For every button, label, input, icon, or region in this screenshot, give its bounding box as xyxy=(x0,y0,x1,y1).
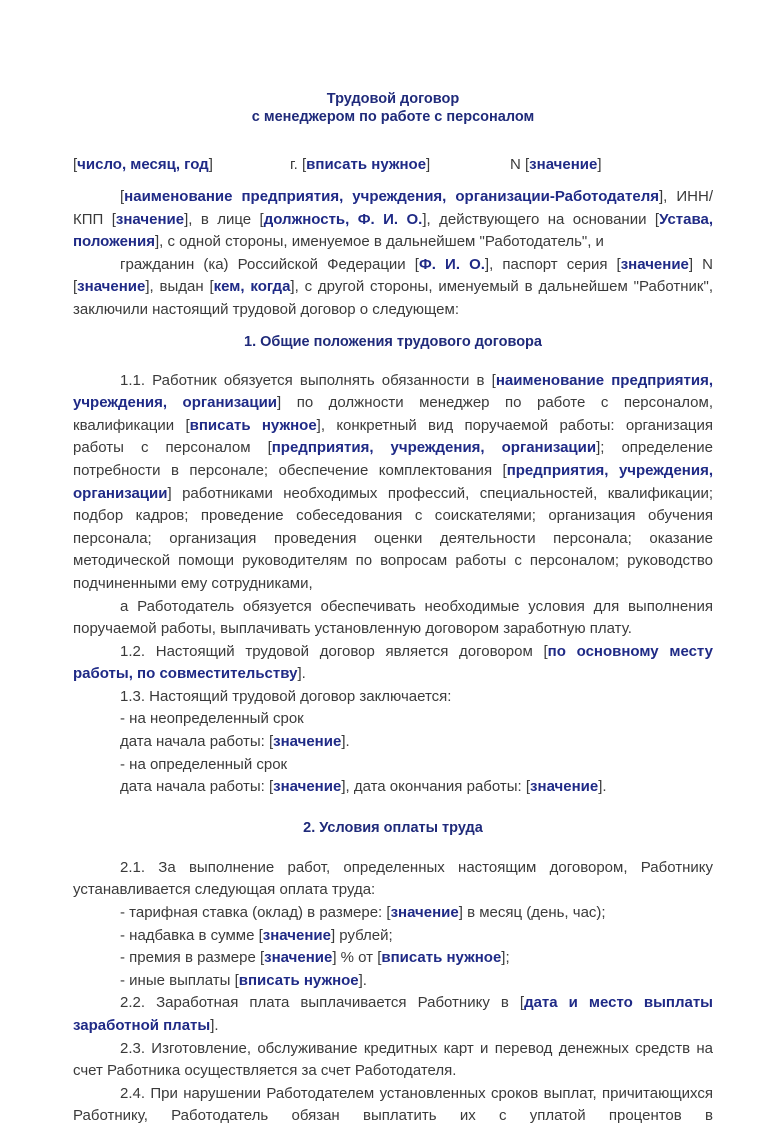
text-segment: [ xyxy=(120,188,125,205)
text-segment: ], конкретный вид поручаемой работы: организация работы с персоналом [ xyxy=(73,416,714,457)
date-field xyxy=(73,154,213,176)
placeholder-field: наименование предприятия, учреждения, организации-Работодателя xyxy=(124,188,659,205)
city-field xyxy=(290,154,430,176)
placeholder-field: значение xyxy=(115,210,185,228)
placeholder-field: дата и место выплаты заработной платы xyxy=(73,994,713,1034)
placeholder-field: значение xyxy=(273,733,342,751)
text-segment: ], паспорт серия [ xyxy=(484,255,621,273)
text-segment: - иные выплаты [ xyxy=(120,971,239,989)
placeholder-field: значение xyxy=(530,778,599,796)
text-segment: дата начала работы: [ xyxy=(120,733,274,751)
text-segment: г. [ xyxy=(290,156,307,173)
text-segment: ] xyxy=(597,156,602,173)
text-segment: - надбавка в сумме [ xyxy=(120,926,263,944)
text-segment: N [ xyxy=(510,156,530,173)
placeholder-field: вписать нужное xyxy=(189,416,317,434)
paragraph xyxy=(73,686,713,709)
text-segment: 2.1. За выполнение работ, определенных настоящим договором, Работнику устанавливается следующая оплата труда: xyxy=(73,858,713,899)
paragraph xyxy=(73,1083,713,1128)
paragraph xyxy=(73,992,713,1037)
paragraph xyxy=(73,902,713,925)
paragraph xyxy=(73,925,713,948)
text-segment: дата начала работы: [ xyxy=(120,778,274,796)
text-segment: ], дата окончания работы: [ xyxy=(341,778,531,796)
text-segment: 2.3. Изготовление, обслуживание кредитных карт и перевод денежных средств на счет Работника осуществляется за счет Работодателя. xyxy=(73,1039,713,1080)
text-segment: - премия в размере [ xyxy=(120,949,265,967)
text-segment: 1.2. Настоящий трудовой договор является договором [ xyxy=(120,642,548,660)
text-segment: ] в месяц (день, час); xyxy=(458,904,606,922)
placeholder-field: значение xyxy=(262,926,331,944)
text-segment: а Работодатель обязуется обеспечивать необходимые условия для выполнения поручаемой работы, выплачивать установленную договором заработную плату. xyxy=(73,597,713,638)
placeholder-field: значение xyxy=(77,278,146,296)
text-segment: 1.1. Работник обязуется выполнять обязанности в [ xyxy=(120,371,496,389)
text-segment: - на неопределенный срок xyxy=(120,710,304,728)
placeholder-field: значение xyxy=(264,949,333,967)
text-segment: ]. xyxy=(358,971,367,989)
paragraph xyxy=(73,1038,713,1083)
number-field xyxy=(510,154,602,176)
date-place-number-line xyxy=(73,154,713,176)
placeholder-field: вписать нужное xyxy=(238,971,359,989)
placeholder-field: значение xyxy=(529,156,598,173)
placeholder-field: должность, Ф. И. О. xyxy=(263,210,423,228)
text-segment: ]; определение потребности в персонале; обеспечение комплектования [ xyxy=(73,439,713,479)
paragraph xyxy=(73,708,713,731)
placeholder-field: предприятия, учреждения, организации xyxy=(271,439,597,457)
text-segment: ], ИНН/КПП [ xyxy=(73,188,713,228)
text-segment: ]; xyxy=(501,949,510,967)
text-segment: ]. xyxy=(341,733,350,751)
paragraph xyxy=(73,254,713,322)
section-2-heading: 2. Условия оплаты труда xyxy=(303,819,483,836)
text-segment: ] по должности менеджер по работе с персоналом, квалификации [ xyxy=(73,394,714,434)
placeholder-field: Устава, положения xyxy=(73,210,714,251)
text-segment: 2.2. Заработная плата выплачивается Работнику в [ xyxy=(120,994,525,1012)
section-2-body xyxy=(73,857,713,1128)
placeholder-field: кем, когда xyxy=(213,278,291,296)
paragraph xyxy=(73,970,713,993)
paragraph xyxy=(73,370,713,596)
paragraph xyxy=(73,776,713,799)
text-segment: ], выдан [ xyxy=(145,278,214,296)
text-segment: ] % от [ xyxy=(332,949,382,967)
text-segment: ] рублей; xyxy=(330,926,393,944)
placeholder-field: вписать нужное xyxy=(306,156,427,173)
placeholder-field: число, месяц, год xyxy=(77,156,209,173)
placeholder-field: Ф. И. О. xyxy=(418,255,485,273)
placeholder-field: значение xyxy=(390,904,459,922)
text-segment: - на определенный срок xyxy=(120,755,288,773)
paragraph xyxy=(73,754,713,777)
text-segment: ]. xyxy=(297,665,306,683)
paragraph xyxy=(73,731,713,754)
document-page xyxy=(73,90,713,1128)
text-segment: ], в лице [ xyxy=(184,210,264,228)
paragraph xyxy=(73,857,713,902)
paragraph xyxy=(73,596,713,641)
text-segment: ] N [ xyxy=(73,255,713,296)
title-line-2: с менеджером по работе с персоналом xyxy=(251,109,535,125)
text-segment: гражданин (ка) Российской Федерации [ xyxy=(120,255,419,273)
paragraph xyxy=(73,947,713,970)
text-segment: ] xyxy=(426,156,431,173)
placeholder-field: значение xyxy=(273,778,342,796)
placeholder-field: значение xyxy=(620,255,689,273)
title-line-1: Трудовой договор xyxy=(326,91,460,107)
paragraph xyxy=(73,186,713,254)
text-segment: ]. xyxy=(598,778,607,796)
paragraph xyxy=(73,641,713,686)
document-title xyxy=(73,90,713,126)
text-segment: ], с другой стороны, именуемый в дальнейшем "Работник", заключили настоящий трудовой договор о следующем: xyxy=(73,278,713,318)
placeholder-field: наименование предприятия, учреждения, организации xyxy=(73,371,713,412)
text-segment: ], с одной стороны, именуемое в дальнейшем "Работодатель", и xyxy=(154,233,604,251)
text-segment: 1.3. Настоящий трудовой договор заключается: xyxy=(120,687,452,705)
text-segment: 2.4. При нарушении Работодателем установленных сроков выплат, причитающихся Работнику, Работодатель обязан выплатить их с уплатой процентов в xyxy=(73,1084,713,1125)
placeholder-field: предприятия, учреждения, организации xyxy=(73,461,713,502)
text-segment: [ xyxy=(73,156,78,173)
text-segment: ]. xyxy=(210,1017,219,1034)
text-segment: - тарифная ставка (оклад) в размере: [ xyxy=(120,904,391,922)
placeholder-field: по основному месту работы, по совместительству xyxy=(73,642,713,683)
contract-parties-intro xyxy=(73,186,713,322)
text-segment: ] xyxy=(208,156,213,173)
placeholder-field: вписать нужное xyxy=(381,949,502,967)
section-1-heading: 1. Общие положения трудового договора xyxy=(244,333,542,350)
text-segment: ], действующего на основании [ xyxy=(422,210,660,228)
text-segment: ] работниками необходимых профессий, специальностей, квалификации; подбор кадров; проведение собеседования с соискателями; организация обучения персонала; организация проведения оценки деятельности персонала; оказание методической помощи руководителям по вопросам работы с персоналом; руководство подчиненными ему сотрудниками, xyxy=(73,484,713,592)
section-1-body xyxy=(73,370,713,799)
